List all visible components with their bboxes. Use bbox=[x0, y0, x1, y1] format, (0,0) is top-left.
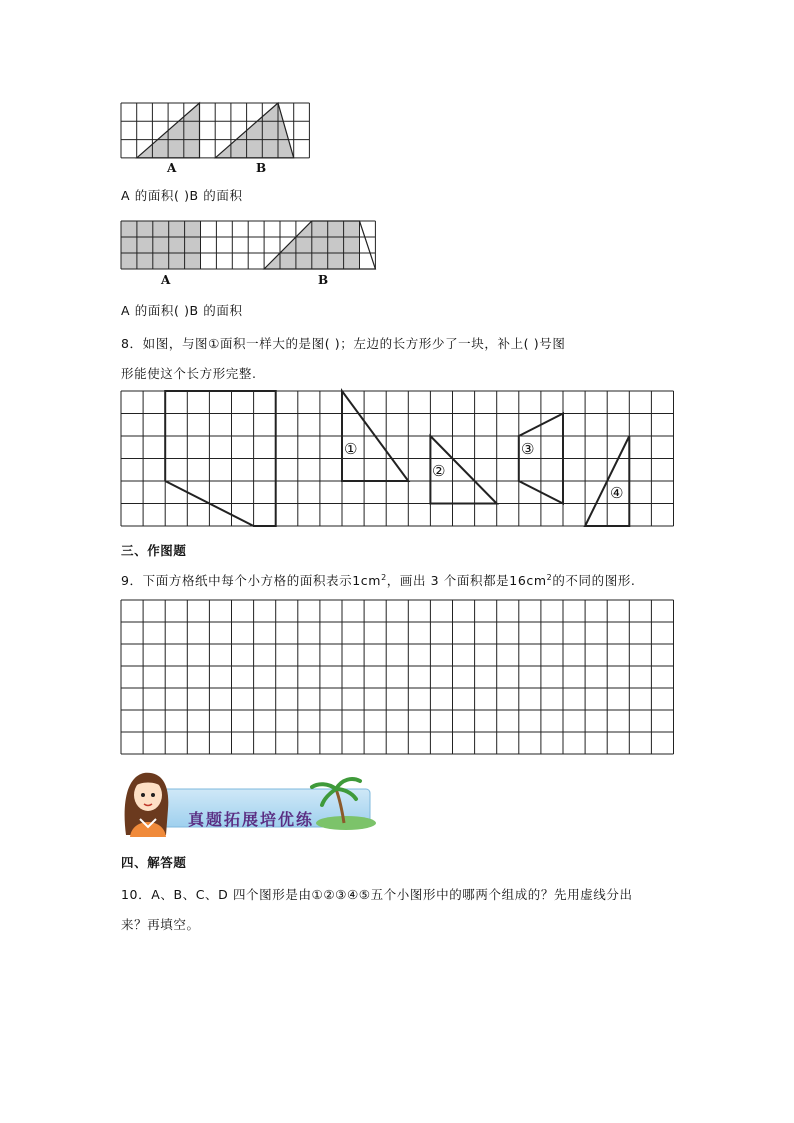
q9-part3: 的不同的图形. bbox=[552, 573, 636, 588]
figure1-caption: A 的面积( )B 的面积 bbox=[121, 188, 243, 203]
figure2-label-a: A bbox=[161, 273, 171, 287]
q9-part2: ，画出 3 个面积都是16cm bbox=[386, 573, 547, 588]
banner bbox=[118, 765, 378, 837]
q10-line1: 10．A、B、C、D 四个图形是由①②③④⑤五个小图形中的哪两个组成的？先用虚线分出 bbox=[121, 887, 633, 902]
figure1-label-a: A bbox=[167, 161, 177, 175]
q8-line2: 形能使这个长方形完整. bbox=[121, 366, 257, 381]
q10-line2: 来？再填空。 bbox=[121, 917, 200, 932]
shape-label-1: ① bbox=[344, 440, 359, 458]
q9-part1: 9．下面方格纸中每个小方格的面积表示1cm bbox=[121, 573, 382, 588]
figure2-label-b: B bbox=[318, 273, 329, 287]
q9-sup1: 2 bbox=[381, 572, 387, 582]
banner-title: 真题拓展培优练 bbox=[188, 810, 315, 829]
section3-title: 三、作图题 bbox=[121, 543, 187, 558]
shape-label-2: ② bbox=[432, 462, 447, 480]
q9-sup2: 2 bbox=[546, 572, 553, 582]
q8-line1: 8．如图，与图①面积一样大的是图( )；左边的长方形少了一块，补上( )号图 bbox=[121, 336, 566, 351]
figure2-caption: A 的面积( )B 的面积 bbox=[121, 303, 243, 318]
section4-title: 四、解答题 bbox=[121, 855, 187, 870]
figure1-label-b: B bbox=[256, 161, 267, 175]
shape-label-4: ④ bbox=[610, 484, 625, 502]
shape-label-3: ③ bbox=[521, 440, 536, 458]
